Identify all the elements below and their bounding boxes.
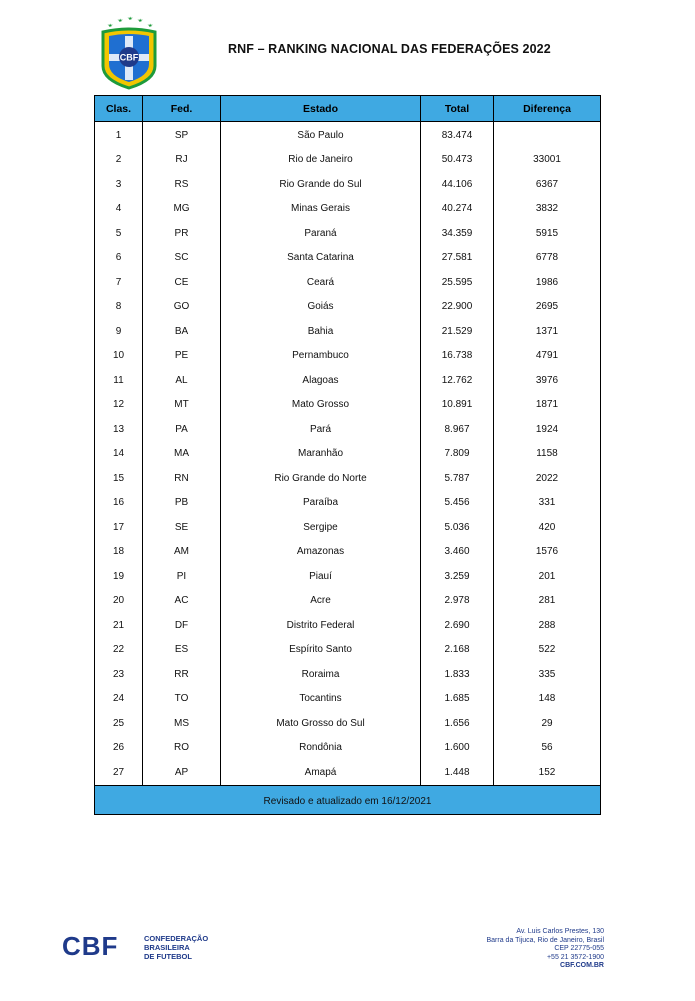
cell-fed: AC (143, 589, 221, 614)
cell-estado: Rio de Janeiro (221, 148, 421, 173)
cell-estado: Mato Grosso do Sul (221, 711, 421, 736)
cell-total: 22.900 (421, 295, 494, 320)
table-row (95, 662, 601, 687)
cell-total: 5.787 (421, 466, 494, 491)
cell-estado: Paraná (221, 221, 421, 246)
cell-fed: GO (143, 295, 221, 320)
cell-total: 2.168 (421, 638, 494, 663)
address-line: Av. Luis Carlos Prestes, 130 (516, 928, 604, 935)
star-icon (148, 24, 153, 28)
cell-clas: 13 (95, 417, 143, 442)
cell-clas: 6 (95, 246, 143, 271)
cell-diferenca: 420 (494, 515, 601, 540)
cell-diferenca: 2022 (494, 466, 601, 491)
cbf-crest-icon (99, 14, 159, 90)
address-line: +55 21 3572-1900 (546, 953, 604, 961)
crest-stars (108, 17, 153, 28)
cell-total: 83.474 (421, 122, 494, 148)
cell-total: 3.259 (421, 564, 494, 589)
cell-clas: 15 (95, 466, 143, 491)
cell-estado: Santa Catarina (221, 246, 421, 271)
crest-text: CBF (119, 52, 139, 63)
cell-fed: AL (143, 368, 221, 393)
cell-total: 34.359 (421, 221, 494, 246)
cell-diferenca: 4791 (494, 344, 601, 369)
cell-fed: CE (143, 270, 221, 295)
cell-clas: 4 (95, 197, 143, 222)
cell-estado: Bahia (221, 319, 421, 344)
cell-total: 1.685 (421, 687, 494, 712)
table-row (95, 148, 601, 173)
table-row (95, 736, 601, 761)
table-row (95, 417, 601, 442)
cell-estado: Sergipe (221, 515, 421, 540)
cell-clas: 14 (95, 442, 143, 467)
organization-name (144, 934, 264, 961)
table-row (95, 368, 601, 393)
cell-estado: Pará (221, 417, 421, 442)
star-icon (138, 19, 143, 23)
cell-clas: 11 (95, 368, 143, 393)
table-row (95, 515, 601, 540)
table-row (95, 246, 601, 271)
cell-fed: PI (143, 564, 221, 589)
cell-fed: AP (143, 760, 221, 785)
table-row (95, 687, 601, 712)
cell-diferenca (494, 122, 601, 148)
address-line: CEP 22775-055 (554, 945, 604, 952)
cell-diferenca: 3832 (494, 197, 601, 222)
table-row (95, 221, 601, 246)
table-row (95, 393, 601, 418)
cell-diferenca: 56 (494, 736, 601, 761)
table-row (95, 564, 601, 589)
cell-estado: Pernambuco (221, 344, 421, 369)
cell-fed: MG (143, 197, 221, 222)
cell-total: 12.762 (421, 368, 494, 393)
cbf-logo-text: CBF (62, 931, 119, 961)
table-row (95, 638, 601, 663)
address-block (487, 928, 605, 971)
cell-clas: 8 (95, 295, 143, 320)
cell-clas: 1 (95, 122, 143, 148)
cell-clas: 23 (95, 662, 143, 687)
cell-diferenca: 522 (494, 638, 601, 663)
table-row (95, 197, 601, 222)
table-row (95, 442, 601, 467)
cell-fed: PE (143, 344, 221, 369)
cell-diferenca: 6778 (494, 246, 601, 271)
cell-diferenca: 3976 (494, 368, 601, 393)
cell-fed: ES (143, 638, 221, 663)
cell-fed: SC (143, 246, 221, 271)
cell-clas: 22 (95, 638, 143, 663)
cell-estado: Alagoas (221, 368, 421, 393)
table-row (95, 122, 601, 148)
table-body (95, 122, 601, 786)
cell-diferenca: 1871 (494, 393, 601, 418)
org-line: CONFEDERAÇÃO (144, 934, 209, 943)
cell-diferenca: 335 (494, 662, 601, 687)
cell-total: 1.833 (421, 662, 494, 687)
cell-clas: 18 (95, 540, 143, 565)
cell-clas: 24 (95, 687, 143, 712)
cell-total: 1.448 (421, 760, 494, 785)
cell-clas: 5 (95, 221, 143, 246)
cell-clas: 16 (95, 491, 143, 516)
cell-clas: 9 (95, 319, 143, 344)
header-row (95, 96, 601, 122)
cell-estado: Distrito Federal (221, 613, 421, 638)
cell-diferenca: 148 (494, 687, 601, 712)
cell-diferenca: 1924 (494, 417, 601, 442)
table-row (95, 540, 601, 565)
table-row (95, 172, 601, 197)
cell-estado: Rondônia (221, 736, 421, 761)
cell-estado: Tocantins (221, 687, 421, 712)
cell-fed: PA (143, 417, 221, 442)
cell-estado: Rio Grande do Norte (221, 466, 421, 491)
ranking-table (94, 95, 601, 815)
cell-clas: 21 (95, 613, 143, 638)
table-row (95, 589, 601, 614)
cell-total: 44.106 (421, 172, 494, 197)
cell-clas: 26 (95, 736, 143, 761)
cell-estado: Amazonas (221, 540, 421, 565)
cell-clas: 12 (95, 393, 143, 418)
cell-clas: 19 (95, 564, 143, 589)
cell-fed: BA (143, 319, 221, 344)
cell-total: 1.600 (421, 736, 494, 761)
cell-fed: MT (143, 393, 221, 418)
cell-clas: 2 (95, 148, 143, 173)
cell-fed: TO (143, 687, 221, 712)
cell-fed: SP (143, 122, 221, 148)
cell-diferenca: 1986 (494, 270, 601, 295)
cell-total: 50.473 (421, 148, 494, 173)
cell-total: 8.967 (421, 417, 494, 442)
column-header-fed: Fed. (143, 96, 221, 122)
cell-total: 21.529 (421, 319, 494, 344)
cell-estado: Goiás (221, 295, 421, 320)
cell-total: 5.036 (421, 515, 494, 540)
cell-diferenca: 33001 (494, 148, 601, 173)
cell-clas: 27 (95, 760, 143, 785)
cell-fed: RO (143, 736, 221, 761)
footer-row (95, 785, 601, 814)
website-link[interactable]: CBF.COM.BR (560, 962, 604, 969)
cell-clas: 7 (95, 270, 143, 295)
cell-diferenca: 1371 (494, 319, 601, 344)
cell-clas: 3 (95, 172, 143, 197)
cell-diferenca: 5915 (494, 221, 601, 246)
cell-total: 2.690 (421, 613, 494, 638)
cell-clas: 20 (95, 589, 143, 614)
table-row (95, 295, 601, 320)
cell-fed: RN (143, 466, 221, 491)
column-header-clas: Clas. (95, 96, 143, 122)
cell-diferenca: 152 (494, 760, 601, 785)
table-row (95, 760, 601, 785)
cell-total: 25.595 (421, 270, 494, 295)
cell-estado: Acre (221, 589, 421, 614)
cell-fed: RJ (143, 148, 221, 173)
column-header-estado: Estado (221, 96, 421, 122)
org-line: BRASILEIRA (144, 943, 190, 952)
cell-fed: PR (143, 221, 221, 246)
cell-estado: Espírito Santo (221, 638, 421, 663)
table-row (95, 319, 601, 344)
cell-total: 7.809 (421, 442, 494, 467)
cell-total: 10.891 (421, 393, 494, 418)
cell-total: 16.738 (421, 344, 494, 369)
cell-fed: MS (143, 711, 221, 736)
cell-diferenca: 1576 (494, 540, 601, 565)
star-icon (118, 19, 123, 23)
column-header-total: Total (421, 96, 494, 122)
revision-note: Revisado e atualizado em 16/12/2021 (95, 785, 601, 814)
cell-estado: Piauí (221, 564, 421, 589)
cell-estado: Rio Grande do Sul (221, 172, 421, 197)
cell-clas: 10 (95, 344, 143, 369)
cell-estado: Maranhão (221, 442, 421, 467)
table-row (95, 491, 601, 516)
cell-diferenca: 288 (494, 613, 601, 638)
table-row (95, 711, 601, 736)
cell-estado: Minas Gerais (221, 197, 421, 222)
cell-diferenca: 281 (494, 589, 601, 614)
cell-clas: 25 (95, 711, 143, 736)
table-row (95, 270, 601, 295)
cell-diferenca: 201 (494, 564, 601, 589)
cell-estado: São Paulo (221, 122, 421, 148)
star-icon (108, 24, 113, 28)
cell-fed: RR (143, 662, 221, 687)
cell-estado: Ceará (221, 270, 421, 295)
cell-diferenca: 1158 (494, 442, 601, 467)
table-row (95, 466, 601, 491)
column-header-diferenca: Diferença (494, 96, 601, 122)
cell-diferenca: 2695 (494, 295, 601, 320)
cell-total: 1.656 (421, 711, 494, 736)
table-row (95, 613, 601, 638)
cell-total: 2.978 (421, 589, 494, 614)
cell-diferenca: 6367 (494, 172, 601, 197)
cell-fed: MA (143, 442, 221, 467)
cell-estado: Amapá (221, 760, 421, 785)
cell-total: 3.460 (421, 540, 494, 565)
cell-total: 40.274 (421, 197, 494, 222)
cell-estado: Roraima (221, 662, 421, 687)
address-line: Barra da Tijuca, Rio de Janeiro, Brasil (486, 936, 604, 944)
cell-total: 27.581 (421, 246, 494, 271)
cell-estado: Paraíba (221, 491, 421, 516)
cell-fed: RS (143, 172, 221, 197)
cell-fed: PB (143, 491, 221, 516)
cell-clas: 17 (95, 515, 143, 540)
star-icon (128, 17, 133, 21)
cell-fed: AM (143, 540, 221, 565)
cell-total: 5.456 (421, 491, 494, 516)
cell-diferenca: 331 (494, 491, 601, 516)
cell-diferenca: 29 (494, 711, 601, 736)
page-title: RNF – RANKING NACIONAL DAS FEDERAÇÕES 2022 (228, 42, 551, 56)
table-row (95, 344, 601, 369)
cell-fed: DF (143, 613, 221, 638)
cell-estado: Mato Grosso (221, 393, 421, 418)
cell-fed: SE (143, 515, 221, 540)
org-line: DE FUTEBOL (144, 952, 192, 961)
